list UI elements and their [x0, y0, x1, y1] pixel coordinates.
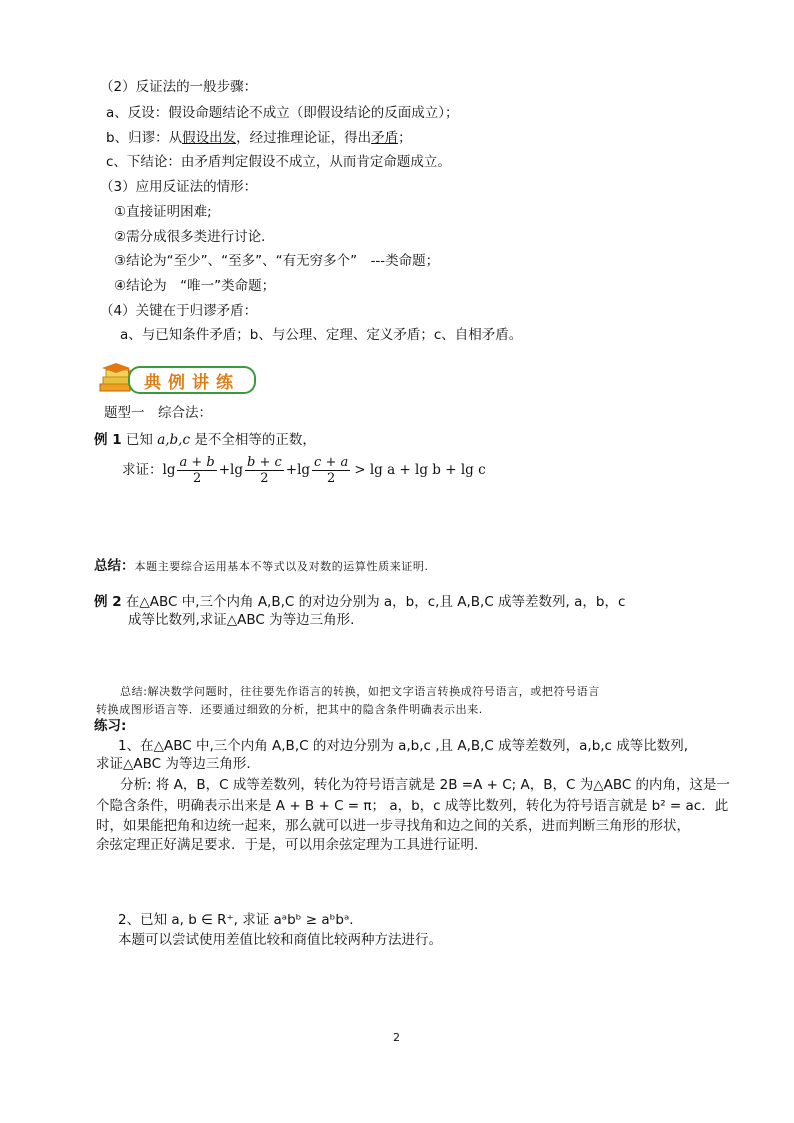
example1-statement — [94, 431, 316, 449]
section3-heading: （3）应用反证法的情形： — [100, 179, 258, 195]
lg-2: lg — [230, 462, 243, 478]
section3-item: ②需分成很多类进行讨论． — [114, 229, 275, 245]
fraction-1-num: a + b — [179, 454, 215, 470]
plus-2: + — [285, 462, 298, 478]
step-b-mid: ，经过推理论证，得出 — [236, 130, 372, 146]
inequality-rhs: > lg a + lg b + lg c — [354, 462, 486, 478]
fraction-3-num: c + a — [314, 454, 349, 470]
example2-label: 例 2 — [94, 594, 122, 610]
example2-text1: 在△ABC 中,三个内角 A,B,C 的对边分别为 a，b，c,且 A,B,C 成等差数列, a，b，c — [121, 594, 626, 610]
fraction-1 — [177, 455, 216, 486]
step-b-underline-1: 假设出发 — [182, 130, 237, 146]
fraction-2-den: 2 — [260, 470, 269, 486]
step-b-post: ； — [398, 130, 412, 146]
practice2-line2: 本题可以尝试使用差值比较和商值比较两种方法进行。 — [118, 932, 442, 948]
practice2-line1: 2、已知 a, b ∈ R⁺, 求证 aᵃbᵇ ≥ aᵇbᵃ. — [118, 912, 354, 928]
practice1-line1: 1、在△ABC 中,三个内角 A,B,C 的对边分别为 a,b,c ,且 A,B,C 成等差数列，a,b,c 成等比数列, — [118, 738, 689, 754]
analysis-line2: 个隐含条件，明确表示出来是 A + B + C = π； a，b，c 成等比数列，转化为符号语言就是 b² = ac．此 — [96, 798, 729, 814]
fraction-2-num: b + c — [246, 454, 282, 470]
section2-step-c: c、下结论：由矛盾判定假设不成立，从而肯定命题成立。 — [106, 154, 451, 170]
example2-line2: 成等比数列,求证△ABC 为等边三角形. — [128, 612, 355, 628]
section2-step-a: a、反设：假设命题结论不成立（即假设结论的反面成立）； — [106, 105, 459, 121]
section3-item: ③结论为“至少”、“至多”、“有无穷多个” ---类命题； — [114, 253, 440, 269]
section-banner — [96, 362, 256, 394]
proof-label: 求证： — [122, 462, 163, 478]
section3-item: ①直接证明困难; — [114, 204, 212, 220]
example1-pre: 已知 — [121, 432, 158, 448]
section2-step-b — [106, 129, 412, 147]
page-number: 2 — [393, 1031, 400, 1044]
practice1-line2: 求证△ABC 为等边三角形. — [96, 756, 251, 772]
plus-1: + — [218, 462, 231, 478]
practice-label: 练习: — [94, 718, 127, 734]
analysis-line1: 分析: 将 A，B，C 成等差数列，转化为符号语言就是 2B =A + C; A，B，C 为△ABC 的内角，这是一 — [120, 777, 731, 793]
example1-post: 是不全相等的正数， — [190, 432, 316, 448]
summary2-line1: 总结:解决数学问题时，往往要先作语言的转换，如把文字语言转换成符号语言，或把符号语言 — [120, 685, 600, 698]
fraction-3-den: 2 — [326, 470, 336, 486]
step-b-pre: b、归谬：从 — [106, 130, 183, 146]
example1-inequality — [122, 450, 486, 490]
fraction-2 — [245, 455, 284, 486]
banner-title: 典例讲练 — [144, 373, 240, 393]
example2-line1 — [94, 593, 625, 611]
analysis-line4: 余弦定理正好满足要求．于是，可以用余弦定理为工具进行证明． — [96, 837, 488, 853]
example1-label: 例 1 — [94, 432, 122, 448]
fraction-3 — [312, 455, 350, 486]
fraction-1-den: 2 — [192, 470, 202, 486]
section4-heading: （4）关键在于归谬矛盾： — [100, 303, 258, 319]
type1-label: 题型一 综合法： — [104, 405, 212, 421]
lg-3: lg — [297, 462, 311, 478]
example1-vars: a,b,c — [157, 432, 191, 448]
summary1-text: 本题主要综合运用基本不等式以及对数的运算性质来证明. — [134, 560, 429, 573]
summary1-label: 总结： — [94, 558, 135, 574]
step-b-underline-2: 矛盾 — [371, 130, 399, 146]
summary2-line2: 转换成图形语言等．还要通过细致的分析，把其中的隐含条件明确表示出来. — [96, 703, 483, 716]
section3-item: ④结论为 “唯一”类命题； — [114, 278, 276, 294]
lg-1: lg — [162, 462, 176, 478]
summary1 — [94, 557, 429, 576]
section2-heading: （2）反证法的一般步骤： — [100, 79, 258, 95]
section4-body: a、与已知条件矛盾；b、与公理、定理、定义矛盾；c、自相矛盾。 — [120, 327, 523, 343]
analysis-line3: 时，如果能把角和边统一起来，那么就可以进一步寻找角和边之间的关系，进而判断三角形的形状， — [96, 818, 690, 834]
